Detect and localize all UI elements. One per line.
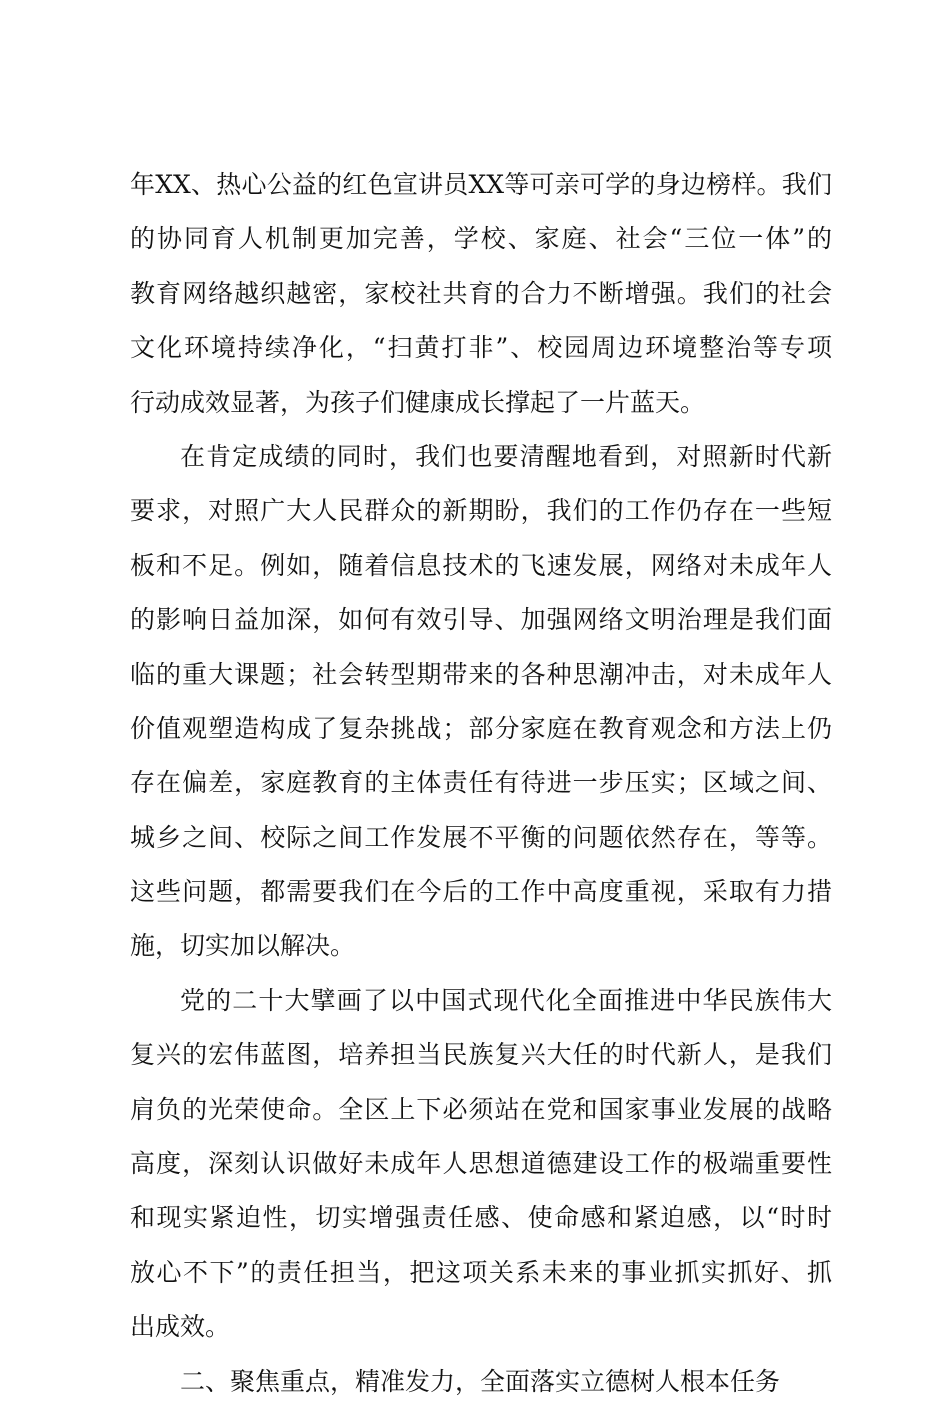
text-line: 文化环境持续净化，“扫黄打非”、校园周边环境整治等专项 [130, 333, 832, 363]
text-line: 复兴的宏伟蓝图，培养担当民族复兴大任的时代新人，是我们 [130, 1040, 832, 1070]
text-line: 出成效。 [130, 1312, 231, 1342]
text-line: 年XX、热心公益的红色宣讲员XX等可亲可学的身边榜样。我们 [130, 170, 832, 199]
section-heading-text: 二、聚焦重点，精准发力，全面落实立德树人根本任务 [180, 1366, 781, 1396]
text-line: 在肯定成绩的同时，我们也要清醒地看到，对照新时代新 [180, 441, 832, 471]
text-line: 城乡之间、校际之间工作发展不平衡的问题依然存在，等等。 [130, 822, 832, 852]
text-line: 施，切实加以解决。 [130, 931, 356, 961]
text-line: 肩负的光荣使命。全区上下必须站在党和国家事业发展的战略 [130, 1094, 832, 1124]
text-line: 价值观塑造构成了复杂挑战；部分家庭在教育观念和方法上仍 [130, 713, 832, 743]
paragraph-mission [130, 974, 832, 1355]
text-line: 高度，深刻认识做好未成年人思想道德建设工作的极端重要性 [130, 1149, 832, 1179]
text-line: 行动成效显著，为孩子们健康成长撑起了一片蓝天。 [130, 387, 706, 417]
paragraph-role-models [130, 158, 832, 430]
text-line: 教育网络越织越密，家校社共育的合力不断增强。我们的社会 [130, 278, 832, 308]
text-line: 的影响日益加深，如何有效引导、加强网络文明治理是我们面 [130, 605, 832, 635]
section-heading [130, 1355, 832, 1409]
paragraph-shortcomings [130, 430, 832, 974]
document-body [130, 158, 832, 1409]
text-line: 放心不下”的责任担当，把这项关系未来的事业抓实抓好、抓 [130, 1257, 832, 1287]
text-line: 存在偏差，家庭教育的主体责任有待进一步压实；区域之间、 [130, 768, 832, 798]
text-line: 这些问题，都需要我们在今后的工作中高度重视，采取有力措 [130, 877, 832, 907]
text-line: 临的重大课题；社会转型期带来的各种思潮冲击，对未成年人 [130, 659, 832, 689]
text-line: 的协同育人机制更加完善，学校、家庭、社会“三位一体”的 [130, 224, 832, 254]
text-line: 党的二十大擘画了以中国式现代化全面推进中华民族伟大 [180, 985, 832, 1015]
text-line: 和现实紧迫性，切实增强责任感、使命感和紧迫感，以“时时 [130, 1203, 832, 1233]
text-line: 要求，对照广大人民群众的新期盼，我们的工作仍存在一些短 [130, 496, 832, 526]
text-line: 板和不足。例如，随着信息技术的飞速发展，网络对未成年人 [130, 550, 832, 580]
